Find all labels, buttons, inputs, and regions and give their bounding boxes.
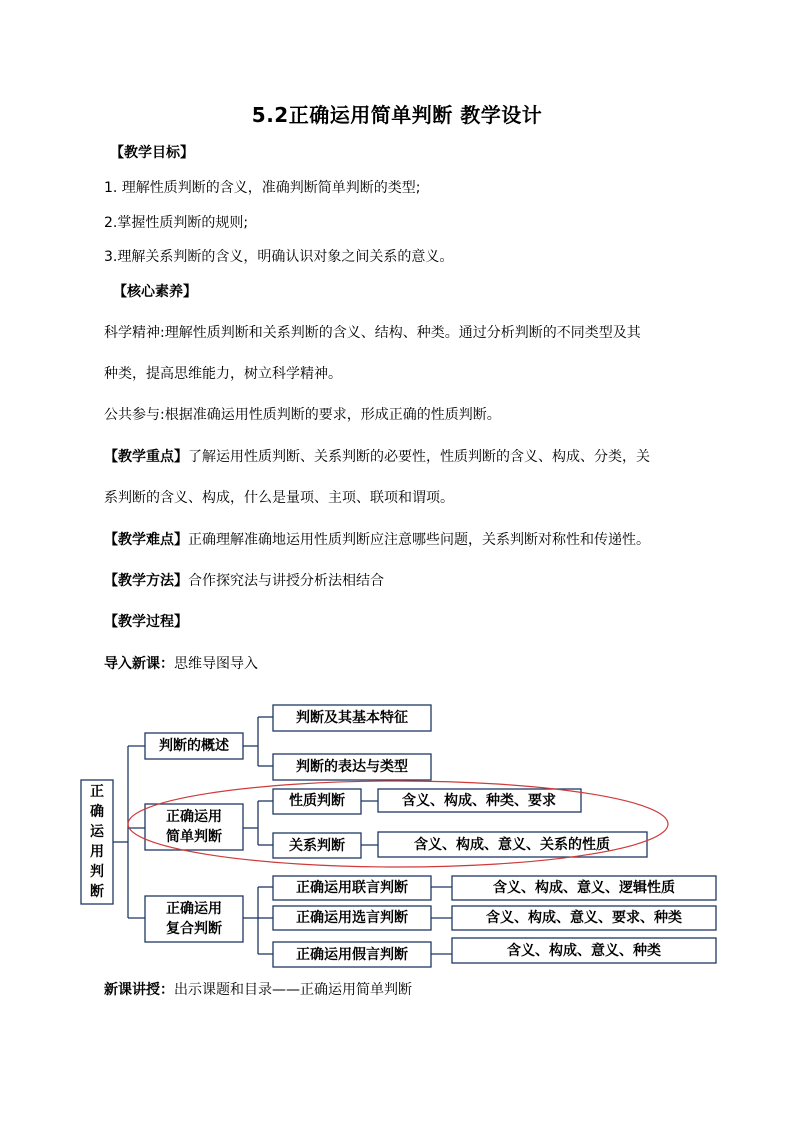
mindmap-jiayan-label: 正确运用假言判断 [296,947,408,963]
process-heading: 【教学过程】 [104,614,188,630]
mindmap-box-jiandan [145,804,243,850]
mindmap-root-char-5: 判 [90,864,104,880]
mindmap-box-xingzhi [273,789,361,814]
difficulty-text: 正确理解准确地运用性质判断应注意哪些问题，关系判断对称性和传递性。 [188,532,650,548]
mindmap-box-gainian [145,733,243,759]
mindmap-box-jiayan [273,942,431,967]
mindmap-jiayan-detail: 含义、构成、意义、种类 [507,943,661,959]
key-points-line2: 系判断的含义、构成，什么是量项、主项、联项和谓项。 [104,490,454,506]
objective-item-3: 3.理解关系判断的含义，明确认识对象之间关系的意义。 [104,249,454,265]
intro-label: 导入新课： [104,656,174,672]
mindmap-guanxi-label: 关系判断 [289,838,345,854]
mindmap-guanxi-detail: 含义、构成、意义、关系的性质 [414,837,610,853]
highlight-ellipse [128,781,668,867]
literacy-science-line1: 科学精神:理解性质判断和关系判断的含义、结构、种类。通过分析判断的不同类型及其 [104,325,641,341]
mindmap-root-char-6: 断 [90,884,104,900]
method-text: 合作探究法与讲授分析法相结合 [188,573,384,589]
mindmap-biaoda-label: 判断的表达与类型 [296,759,408,775]
mindmap-xuanyan-detail: 含义、构成、意义、要求、种类 [486,910,682,926]
mindmap-root-char-2: 确 [90,804,104,820]
mindmap-gainian-label: 判断的概述 [159,738,229,754]
method-label: 【教学方法】 [104,573,188,589]
key-points-text: 了解运用性质判断、关系判断的必要性，性质判断的含义、构成、分类，关 [188,449,650,465]
mindmap-box-lianyan-detail [452,876,716,900]
mindmap-xingzhi-label: 性质判断 [289,793,345,809]
mindmap-jiben-label: 判断及其基本特征 [296,710,408,726]
intro-text: 思维导图导入 [174,656,258,672]
mindmap-lianyan-label: 正确运用联言判断 [296,880,408,896]
mindmap-box-jiben [273,705,431,731]
mindmap-box-xuanyan-detail [452,906,716,930]
literacy-heading: 【核心素养】 [113,284,197,300]
mindmap-fuhe-label-1: 正确运用 [166,901,222,917]
new-lesson-line [104,980,412,1000]
difficulty-label: 【教学难点】 [104,532,188,548]
method-line [104,571,384,591]
objective-item-2: 2.掌握性质判断的规则; [104,215,249,231]
new-lesson-text: 出示课题和目录——正确运用简单判断 [174,982,412,998]
mindmap-box-guanxi [273,833,361,858]
new-lesson-label: 新课讲授： [104,982,174,998]
mindmap-box-jiayan-detail [452,938,716,963]
mindmap-xuanyan-label: 正确运用选言判断 [296,910,408,926]
mindmap-box-xingzhi-detail [378,789,581,812]
mindmap-jiandan-label-1: 正确运用 [166,809,222,825]
literacy-public: 公共参与:根据准确运用性质判断的要求，形成正确的性质判断。 [104,407,501,423]
key-points-label: 【教学重点】 [104,449,188,465]
intro-line [104,654,258,674]
mindmap-box-biaoda [273,754,431,780]
mindmap-lianyan-detail: 含义、构成、意义、逻辑性质 [493,880,675,896]
mindmap-box-guanxi-detail [378,832,647,857]
mindmap-box-lianyan [273,876,431,900]
objectives-heading: 【教学目标】 [110,145,194,161]
mindmap-root-char-1: 正 [90,784,104,800]
page-title: 5.2正确运用简单判断 教学设计 [251,103,543,127]
mindmap-xingzhi-detail: 含义、构成、种类、要求 [402,793,556,809]
mindmap-root-char-4: 用 [90,844,104,860]
mindmap-fuhe-label-2: 复合判断 [166,921,222,937]
mindmap-jiandan-label-2: 简单判断 [166,829,222,845]
objective-item-1: 1. 理解性质判断的含义，准确判断简单判断的类型; [104,180,421,196]
difficulty-line [104,530,650,550]
mindmap-box-fuhe [145,896,243,942]
mindmap-root-box [81,780,113,904]
key-points-line1 [104,447,650,467]
mindmap-box-xuanyan [273,906,431,930]
literacy-science-line2: 种类，提高思维能力，树立科学精神。 [104,366,342,382]
mindmap-root-char-3: 运 [90,824,104,840]
